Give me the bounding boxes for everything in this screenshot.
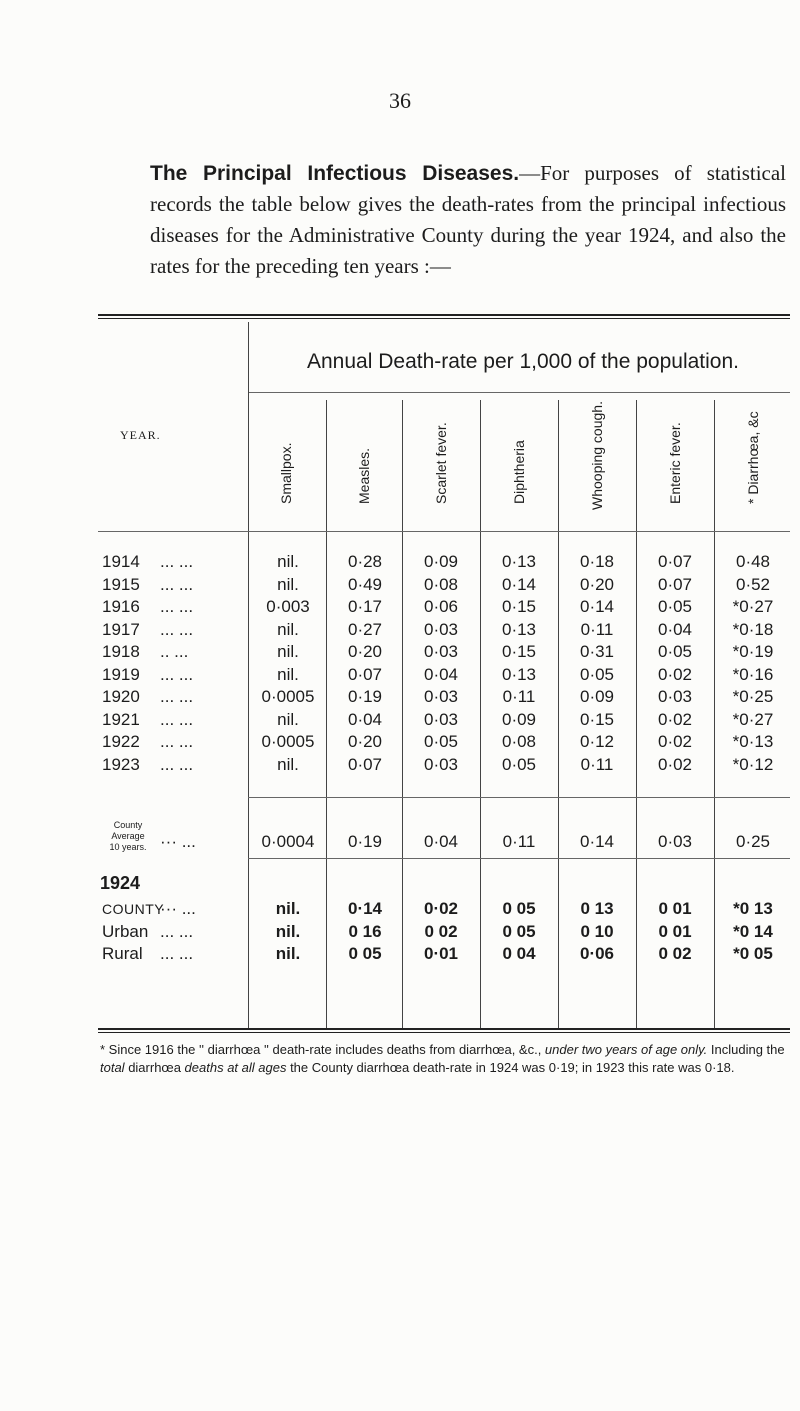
row-year: 1920 <box>102 687 140 706</box>
current-rate-cell: 0 05 <box>348 944 382 963</box>
rate-cell: 0·18 <box>579 552 615 571</box>
rate-cell: 0·06 <box>423 597 459 616</box>
rate-cell: 0·49 <box>347 574 383 594</box>
current-rate-cell: 0 13 <box>580 899 614 918</box>
rate-cell: *0·27 <box>732 709 774 729</box>
title-underline <box>248 392 790 393</box>
col-header-diarrhoea: * Diarrhœa, &c <box>745 411 761 504</box>
current-row-dots: ... ... <box>160 921 194 941</box>
current-rate-cell: 0 10 <box>580 921 614 941</box>
rate-cell: 0·13 <box>501 619 537 639</box>
rate-cell: 0·20 <box>347 732 383 751</box>
current-year-label: 1924 <box>100 873 141 893</box>
rate-cell: 0·02 <box>657 754 693 774</box>
row-year: 1922 <box>102 732 140 751</box>
rate-cell: 0·02 <box>657 709 693 729</box>
col-header-whooping-cough: Whooping cough. <box>589 401 605 510</box>
rate-cell: 0·03 <box>657 687 693 706</box>
row-dots: ... ... <box>160 552 194 571</box>
rate-cell: 0·0005 <box>261 687 315 706</box>
current-rate-cell: 0 05 <box>502 921 536 941</box>
average-dots: ··· ... <box>160 832 196 851</box>
row-dots: ... ... <box>160 619 194 639</box>
rate-cell: 0·02 <box>657 664 693 684</box>
rate-cell: nil. <box>277 552 299 571</box>
table-top-rule <box>98 314 790 316</box>
average-rate-cell: 0·03 <box>657 832 693 851</box>
rate-cell: 0·15 <box>501 597 537 616</box>
rate-cell: 0·52 <box>735 574 771 594</box>
rate-cell: 0·03 <box>423 687 459 706</box>
rate-cell: 0·04 <box>423 664 459 684</box>
current-row-dots: ··· ... <box>160 899 196 918</box>
current-row-dots: ... ... <box>160 944 194 963</box>
current-rate-cell: *0 05 <box>733 944 773 963</box>
rate-cell: 0·04 <box>347 709 383 729</box>
current-rate-cell: nil. <box>275 944 301 963</box>
rate-cell: 0·03 <box>423 642 459 661</box>
current-rate-cell: 0 16 <box>348 921 382 941</box>
current-rate-cell: 0 02 <box>424 921 458 941</box>
table-title: Annual Death-rate per 1,000 of the population. <box>307 350 739 373</box>
rate-cell: nil. <box>277 642 299 661</box>
rate-cell: *0·18 <box>732 619 774 639</box>
rate-cell: 0·14 <box>579 597 615 616</box>
row-dots: ... ... <box>160 687 194 706</box>
rate-cell: 0·09 <box>501 709 537 729</box>
current-rate-cell: *0 14 <box>733 921 773 941</box>
row-dots: ... ... <box>160 709 194 729</box>
rate-cell: nil. <box>277 709 299 729</box>
rate-cell: 0·09 <box>423 552 459 571</box>
rate-cell: 0·13 <box>501 664 537 684</box>
rate-cell: *0·25 <box>732 687 774 706</box>
average-rate-cell: 0·0004 <box>261 832 315 851</box>
current-row-label: COUNTY <box>102 901 165 917</box>
rate-cell: 0·07 <box>347 664 383 684</box>
rate-cell: *0·27 <box>732 597 774 616</box>
col-header-smallpox: Smallpox. <box>278 442 294 504</box>
average-rate-cell: 0·14 <box>579 832 615 851</box>
rate-cell: *0·12 <box>732 754 774 774</box>
table-bottom-rule-thin <box>98 1032 790 1033</box>
table-bottom-rule <box>98 1028 790 1030</box>
rate-cell: nil. <box>277 574 299 594</box>
row-dots: ... ... <box>160 597 194 616</box>
rate-cell: 0·07 <box>657 574 693 594</box>
col-header-scarlet-fever: Scarlet fever. <box>433 422 449 504</box>
intro-paragraph <box>150 158 786 282</box>
divider-year <box>248 322 249 1030</box>
rate-cell: 0·05 <box>657 642 693 661</box>
rate-cell: 0·003 <box>266 597 310 616</box>
current-rate-cell: nil. <box>275 899 301 918</box>
current-row-label: Urban <box>102 921 149 941</box>
rate-cell: 0·03 <box>423 754 459 774</box>
rate-cell: 0·08 <box>501 732 537 751</box>
row-year: 1916 <box>102 597 140 616</box>
current-rate-cell: 0 01 <box>658 899 692 918</box>
rate-cell: 0·27 <box>347 619 383 639</box>
rate-cell: 0·03 <box>423 619 459 639</box>
current-rate-cell: nil. <box>275 921 301 941</box>
current-rate-cell: 0·14 <box>347 899 383 918</box>
rate-cell: 0·20 <box>579 574 615 594</box>
row-dots: .. ... <box>160 642 189 661</box>
rate-cell: 0·02 <box>657 732 693 751</box>
rate-cell: nil. <box>277 664 299 684</box>
rate-cell: 0·05 <box>423 732 459 751</box>
average-rate-cell: 0·19 <box>347 832 383 851</box>
current-rate-cell: 0 01 <box>658 921 692 941</box>
rate-cell: 0·08 <box>423 574 459 594</box>
row-year: 1921 <box>102 709 140 729</box>
rate-cell: 0·17 <box>347 597 383 616</box>
row-dots: ... ... <box>160 732 194 751</box>
rate-cell: nil. <box>277 619 299 639</box>
rate-cell: 0·05 <box>501 754 537 774</box>
current-rate-cell: 0 05 <box>502 899 536 918</box>
rate-cell: 0·28 <box>347 552 383 571</box>
average-rate-cell: 0·04 <box>423 832 459 851</box>
current-rate-cell: 0 02 <box>658 944 692 963</box>
rate-cell: 0·11 <box>580 754 614 774</box>
row-dots: ... ... <box>160 754 194 774</box>
rate-cell: 0·04 <box>657 619 693 639</box>
header-bottom-rule <box>98 531 790 532</box>
average-rate-cell: 0·25 <box>735 832 771 851</box>
current-row-label: Rural <box>102 944 143 963</box>
section-heading: The Principal Infectious Diseases. <box>150 162 520 185</box>
footnote: * Since 1916 the '' diarrhœa '' death-rate includes deaths from diarrhœa, &c., under two years of age only. Including the total diarrhœa deaths at all ages the County diarrhœa death-rate in 1924 was 0·19; in 1923 this rate was 0·18. <box>100 1042 785 1075</box>
rate-cell: 0·15 <box>501 642 537 661</box>
row-dots: ... ... <box>160 574 194 594</box>
rate-cell: 0·07 <box>657 552 693 571</box>
rate-cell: 0·12 <box>579 732 615 751</box>
rate-cell: nil. <box>277 754 299 774</box>
rate-cell: 0·07 <box>347 754 383 774</box>
rate-cell: 0·09 <box>579 687 615 706</box>
rate-cell: 0·48 <box>735 552 771 571</box>
col-header-diphtheria: Diphtheria <box>511 440 527 504</box>
average-bottom-rule <box>248 858 790 859</box>
row-year: 1923 <box>102 754 140 774</box>
current-rate-cell: 0·02 <box>423 899 459 918</box>
rate-cell: 0·19 <box>347 687 383 706</box>
rate-cell: *0·19 <box>732 642 774 661</box>
rate-cell: 0·13 <box>501 552 537 571</box>
row-year: 1918 <box>102 642 140 661</box>
year-column-header: YEAR. <box>120 428 161 442</box>
row-year: 1917 <box>102 619 140 639</box>
rate-cell: 0·0005 <box>261 732 315 751</box>
rate-cell: 0·11 <box>580 619 614 639</box>
rows-bottom-rule <box>248 797 790 798</box>
rate-cell: 0·15 <box>579 709 615 729</box>
row-year: 1915 <box>102 574 140 594</box>
rate-cell: 0·31 <box>579 642 615 661</box>
current-rate-cell: 0 04 <box>502 944 536 963</box>
rate-cell: *0·13 <box>732 732 774 751</box>
rate-cell: 0·03 <box>423 709 459 729</box>
average-rate-cell: 0·11 <box>502 832 536 851</box>
intro-text: —For purposes of statistical records the table below gives the death-rates from the principal infectious diseases for the Administrative County during the year 1924, and also the rates for the preceding ten years :— <box>150 161 787 278</box>
current-rate-cell: *0 13 <box>733 899 773 918</box>
row-dots: ... ... <box>160 664 194 684</box>
county-average-label: County Average 10 years. <box>109 820 147 852</box>
rate-cell: 0·14 <box>501 574 537 594</box>
rate-cell: 0·11 <box>502 687 536 706</box>
rate-cell: 0·20 <box>347 642 383 661</box>
rate-cell: *0·16 <box>732 664 774 684</box>
row-year: 1914 <box>102 552 140 571</box>
row-year: 1919 <box>102 664 140 684</box>
col-header-enteric-fever: Enteric fever. <box>667 422 683 504</box>
table-top-rule-thin <box>98 318 790 319</box>
current-rate-cell: 0·06 <box>579 944 615 963</box>
page-number: 36 <box>389 88 411 113</box>
rate-cell: 0·05 <box>579 664 615 684</box>
current-rate-cell: 0·01 <box>423 944 459 963</box>
rate-cell: 0·05 <box>657 597 693 616</box>
col-header-measles: Measles. <box>356 447 372 504</box>
